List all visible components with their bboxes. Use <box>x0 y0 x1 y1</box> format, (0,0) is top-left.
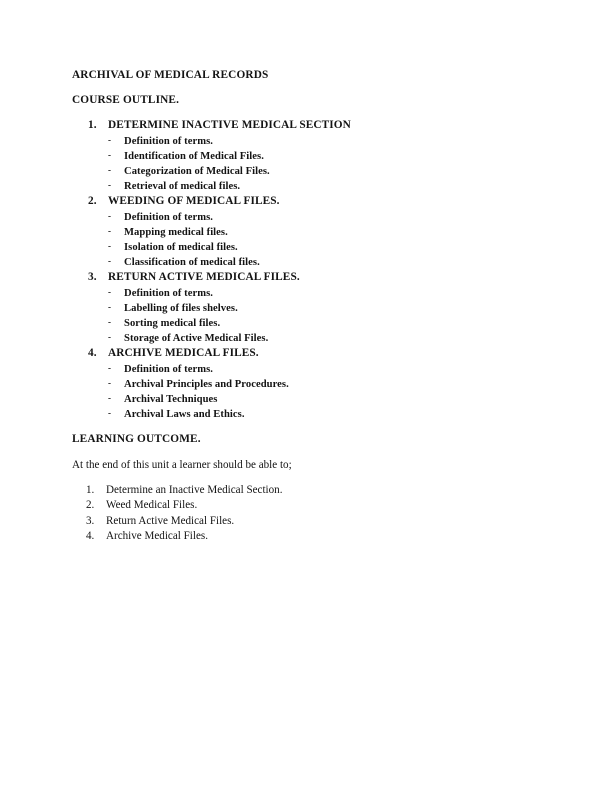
learning-outcome-intro: At the end of this unit a learner should be able to; <box>72 458 292 471</box>
dash-marker-icon: - <box>108 210 112 221</box>
list-item <box>108 225 540 240</box>
outline-subitem-list <box>72 286 540 347</box>
outline-section-label: WEEDING OF MEDICAL FILES. <box>108 195 280 208</box>
dash-marker-icon: - <box>108 256 112 267</box>
outline-section-heading <box>88 118 540 133</box>
outline-section-heading <box>88 270 540 285</box>
outline-subitem-label: Sorting medical files. <box>124 318 221 330</box>
outline-subitem-list <box>72 134 540 195</box>
outline-section-label: RETURN ACTIVE MEDICAL FILES. <box>108 271 300 284</box>
dash-marker-icon: - <box>108 225 112 236</box>
outline-subitem-label: Storage of Active Medical Files. <box>124 333 269 345</box>
outline-section <box>72 194 540 270</box>
outline-section-number: 3. <box>88 271 97 284</box>
list-item <box>108 286 540 301</box>
list-item <box>108 134 540 149</box>
list-item <box>86 514 540 529</box>
outcome-number: 2. <box>86 499 95 512</box>
list-item <box>108 331 540 346</box>
dash-marker-icon: - <box>108 149 112 160</box>
dash-marker-icon: - <box>108 301 112 312</box>
outline-section-heading <box>88 194 540 209</box>
outcome-label: Archive Medical Files. <box>106 530 208 543</box>
dash-marker-icon: - <box>108 286 112 297</box>
list-item <box>108 377 540 392</box>
dash-marker-icon: - <box>108 393 112 404</box>
dash-marker-icon: - <box>108 317 112 328</box>
outline-section-number: 1. <box>88 119 97 132</box>
list-item <box>108 149 540 164</box>
outcome-number: 3. <box>86 514 95 527</box>
learning-outcome-list <box>72 483 540 545</box>
outline-subitem-list <box>72 210 540 271</box>
outline-subitem-label: Identification of Medical Files. <box>124 150 264 162</box>
outline-section-heading <box>88 346 540 361</box>
list-item <box>108 240 540 255</box>
outcome-label: Weed Medical Files. <box>106 499 198 512</box>
outline-subitem-label: Labelling of files shelves. <box>124 302 238 314</box>
outline-subitem-label: Categorization of Medical Files. <box>124 166 270 178</box>
list-item <box>108 362 540 377</box>
outline-section-label: ARCHIVE MEDICAL FILES. <box>108 347 259 360</box>
outline-subitem-list <box>72 362 540 423</box>
outline-subitem-label: Definition of terms. <box>124 363 213 375</box>
dash-marker-icon: - <box>108 332 112 343</box>
dash-marker-icon: - <box>108 362 112 373</box>
outline-subitem-label: Isolation of medical files. <box>124 242 238 254</box>
outline-subitem-label: Classification of medical files. <box>124 257 260 269</box>
learning-outcome-heading: LEARNING OUTCOME. <box>72 433 201 446</box>
list-item <box>108 407 540 422</box>
outline-section-number: 2. <box>88 195 97 208</box>
outline-subitem-label: Archival Principles and Procedures. <box>124 378 289 390</box>
page-title: ARCHIVAL OF MEDICAL RECORDS <box>72 69 269 81</box>
outcome-label: Determine an Inactive Medical Section. <box>106 483 283 496</box>
list-item <box>108 210 540 225</box>
dash-marker-icon: - <box>108 134 112 145</box>
course-outline-list <box>72 118 540 422</box>
outcome-label: Return Active Medical Files. <box>106 514 235 527</box>
outline-subitem-label: Mapping medical files. <box>124 226 228 238</box>
dash-marker-icon: - <box>108 377 112 388</box>
list-item <box>86 483 540 498</box>
outline-section <box>72 346 540 422</box>
list-item <box>108 316 540 331</box>
outcome-number: 1. <box>86 483 95 496</box>
document-body <box>72 68 540 545</box>
list-item <box>108 255 540 270</box>
outline-section-label: DETERMINE INACTIVE MEDICAL SECTION <box>108 119 351 132</box>
list-item <box>108 392 540 407</box>
outline-section-number: 4. <box>88 347 97 360</box>
outline-section <box>72 118 540 194</box>
course-outline-heading: COURSE OUTLINE. <box>72 94 180 107</box>
outline-subitem-label: Retrieval of medical files. <box>124 181 241 193</box>
outcome-number: 4. <box>86 530 95 543</box>
list-item <box>108 164 540 179</box>
outline-subitem-label: Definition of terms. <box>124 211 213 223</box>
outline-subitem-label: Archival Laws and Ethics. <box>124 409 245 421</box>
list-item <box>86 498 540 513</box>
dash-marker-icon: - <box>108 241 112 252</box>
outline-subitem-label: Definition of terms. <box>124 287 213 299</box>
outline-subitem-label: Archival Techniques <box>124 394 218 406</box>
dash-marker-icon: - <box>108 180 112 191</box>
list-item <box>86 529 540 544</box>
outline-subitem-label: Definition of terms. <box>124 135 213 147</box>
outline-section <box>72 270 540 346</box>
dash-marker-icon: - <box>108 165 112 176</box>
list-item <box>108 301 540 316</box>
list-item <box>108 179 540 194</box>
dash-marker-icon: - <box>108 408 112 419</box>
